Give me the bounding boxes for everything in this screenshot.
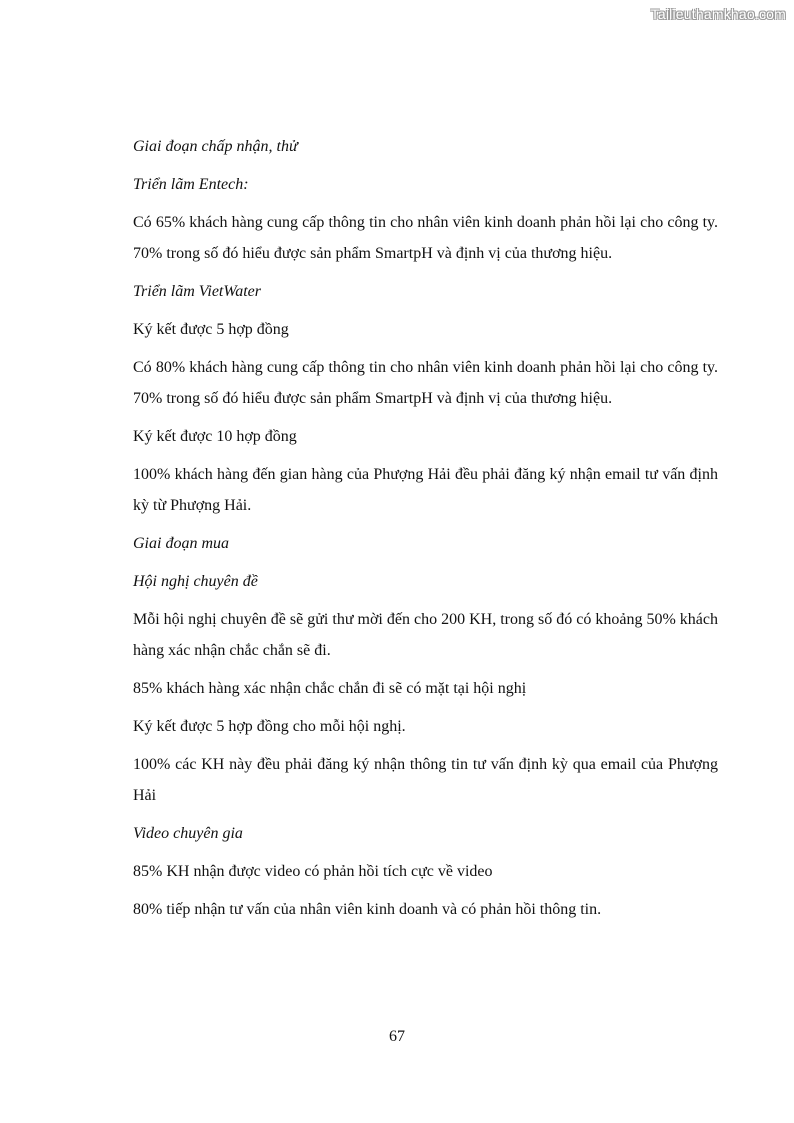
- page-number: 67: [389, 1028, 405, 1045]
- paragraph: 85% KH nhận được video có phản hồi tích cực về video: [133, 863, 493, 880]
- heading-stage-purchase: Giai đoạn mua: [133, 535, 229, 552]
- heading-expert-video: Video chuyên gia: [133, 825, 243, 842]
- paragraph: Có 80% khách hàng cung cấp thông tin cho nhân viên kinh doanh phản hồi lại cho công ty. 70% trong số đó hiểu được sản phẩm SmartpH và định vị của thương hiệu.: [133, 359, 718, 407]
- paragraph: 85% khách hàng xác nhận chắc chắn đi sẽ có mặt tại hội nghị: [133, 680, 527, 697]
- paragraph: Ký kết được 5 hợp đồng cho mỗi hội nghị.: [133, 718, 406, 735]
- heading-vietwater-exhibition: Triển lãm VietWater: [133, 283, 261, 300]
- paragraph: Ký kết được 5 hợp đồng: [133, 321, 289, 338]
- paragraph: 100% khách hàng đến gian hàng của Phượng Hải đều phải đăng ký nhận email tư vấn định kỳ từ Phượng Hải.: [133, 466, 718, 514]
- paragraph: Ký kết được 10 hợp đồng: [133, 428, 297, 445]
- heading-stage-acceptance: Giai đoạn chấp nhận, thử: [133, 138, 298, 155]
- paragraph: Mỗi hội nghị chuyên đề sẽ gửi thư mời đến cho 200 KH, trong số đó có khoảng 50% khách hàng xác nhận chắc chắn sẽ đi.: [133, 611, 718, 659]
- heading-seminar: Hội nghị chuyên đề: [133, 573, 258, 590]
- paragraph: Có 65% khách hàng cung cấp thông tin cho nhân viên kinh doanh phản hồi lại cho công ty. 70% trong số đó hiểu được sản phẩm SmartpH và định vị của thương hiệu.: [133, 214, 718, 262]
- paragraph: 100% các KH này đều phải đăng ký nhận thông tin tư vấn định kỳ qua email của Phượng Hải: [133, 756, 718, 804]
- document-body: [133, 131, 718, 932]
- heading-entech-exhibition: Triển lãm Entech:: [133, 176, 249, 193]
- paragraph: 80% tiếp nhận tư vấn của nhân viên kinh doanh và có phản hồi thông tin.: [133, 901, 602, 918]
- watermark-text: Tailieuthamkhao.com: [650, 6, 786, 22]
